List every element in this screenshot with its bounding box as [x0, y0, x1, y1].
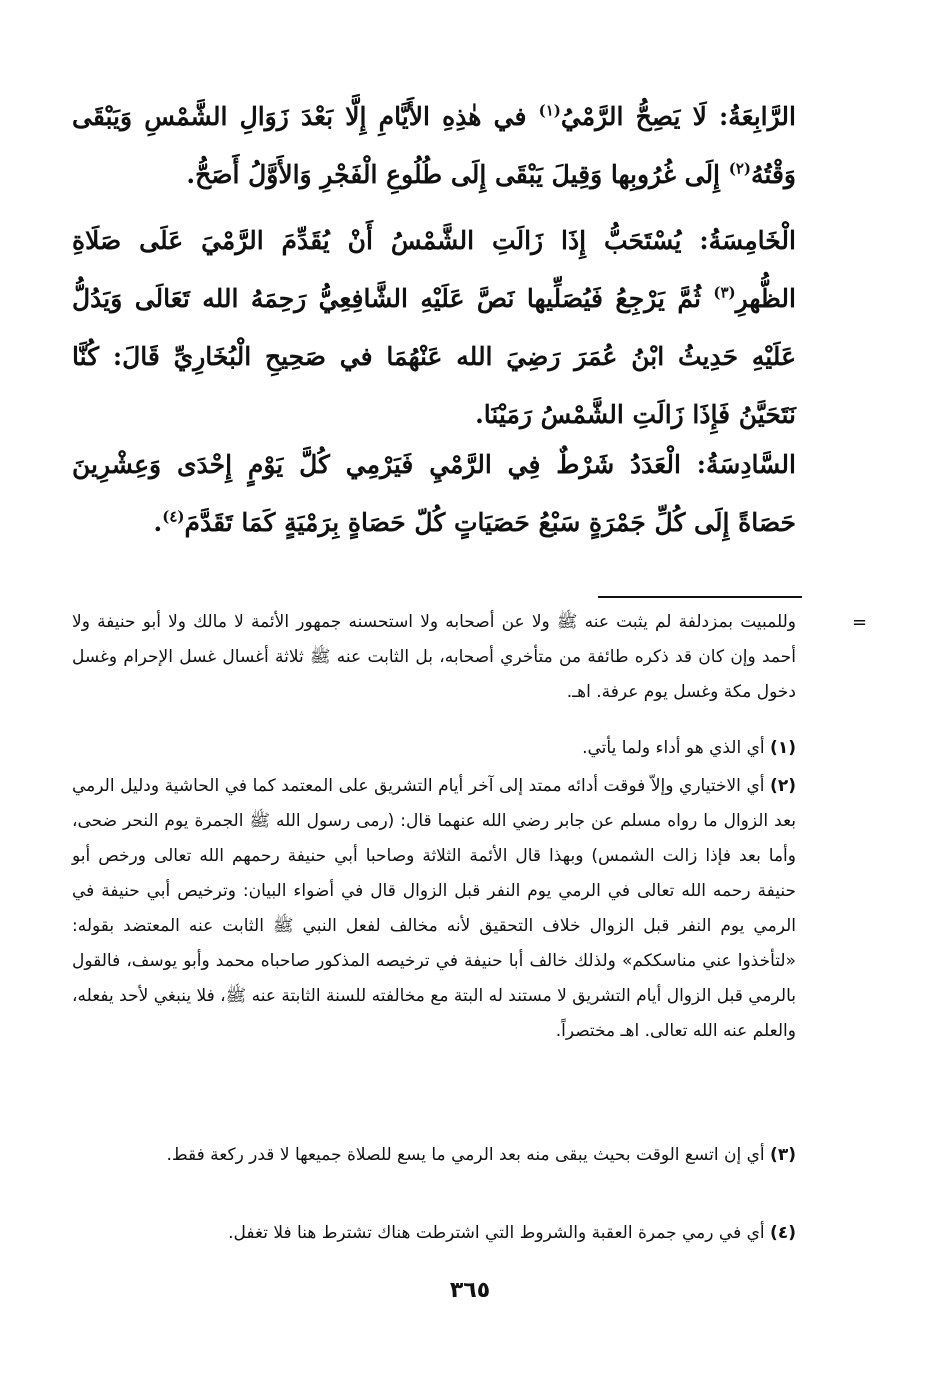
footnote-text: أي في رمي جمرة العقبة والشروط التي اشترطت هناك تشترط هنا فلا تغفل. [228, 1223, 765, 1243]
footnote-3 [72, 1138, 796, 1173]
footnote-divider [598, 596, 802, 598]
paragraph-lead: السَّادِسَةُ: [696, 450, 796, 479]
paragraph-lead: الْخَامِسَةُ: [699, 226, 796, 255]
footnote-continuation [72, 605, 796, 710]
footnote-number: (٤) [770, 1223, 796, 1243]
footnote-ref[interactable]: (٣) [713, 283, 736, 302]
paragraph-lead: الرَّابِعَةُ: [719, 102, 796, 131]
paragraph-fourth [72, 88, 796, 204]
footnote-text: أي الاختياري وإلاّ فوقت أدائه ممتد إلى آخر أيام التشريق على المعتمد كما في الحاشية ودليل الرمي بعد الزوال ما رواه مسلم عن جابر رضي الله عنهما قال: (رمى رسول الله ﷺ الجمرة يوم النحر ضحى، وأما بعد فإذا زالت الشمس) وبهذا قال الأئمة الثلاثة وصاحبا أبي حنيفة رحمهم الله تعالى ورخص أبو حنيفة رحمه الله تعالى في الرمي يوم النفر قبل الزوال قال في أضواء البيان: وترخيص أبي حنيفة في الرمي يوم النفر قبل الزوال خلاف التحقيق لأنه مخالف لفعل النبي ﷺ الثابت عنه المعتضد بقوله: «لتأخذوا عني مناسككم» ولذلك خالف أبا حنيفة في ترخيصه المذكور صاحباه محمد وأبو يوسف، فالقول بالرمي قبل الزوال أيام التشريق لا مستند له البتة مع مخالفته للسنة الثابتة عنه ﷺ، فلا ينبغي لأحد يفعله، والعلم عنه الله تعالى. اهـ مختصراً. [72, 776, 796, 1041]
paragraph-text: ثُمَّ يَرْجِعُ فَيُصَلِّيها نَصَّ عَلَيْهِ الشَّافِعِيُّ رَحِمَهُ الله تَعَالَى وَيَدُلُّ عَلَيْهِ حَدِيثُ ابْنُ عُمَرَ رَضِيَ الله عَنْهُمَا في صَحِيحِ الْبُخَارِيِّ قَالَ: كُنَّا نَتَحَيَّنُ فَإِذَا زَالَتِ الشَّمْسُ رَمَيْنَا. [72, 284, 796, 429]
footnote-ref[interactable]: (٤) [162, 507, 185, 526]
paragraph-text: لَا يَصِحُّ الرَّمْيُ [560, 102, 707, 131]
footnote-number: (٢) [770, 776, 796, 796]
paragraph-text: في هٰذِهِ الأَيَّامِ إِلَّا بَعْدَ زَوَالِ الشَّمْسِ وَيَبْقَى وَقْتُهُ [72, 102, 796, 189]
page-number: ٣٦٥ [449, 1278, 491, 1303]
paragraph-text: إِلَى غُرُوبِها وَقِيلَ يَبْقَى إِلَى طُلُوعِ الْفَجْرِ وَالأَوَّلُ أَصَحُّ. [186, 160, 721, 189]
continuation-mark: = [852, 612, 868, 633]
footnote-ref[interactable]: (١) [538, 101, 561, 120]
footnote-4 [72, 1216, 796, 1251]
footnote-ref[interactable]: (٢) [728, 159, 752, 178]
footnote-2 [72, 769, 796, 1049]
paragraph-text: يُسْتَحَبُّ إِذَا زَالَتِ الشَّمْسُ أَنْ يُقَدِّمَ الرَّمْيَ عَلَى صَلَاةِ الظُّهرِ [72, 226, 796, 313]
footnote-number: (١) [770, 738, 796, 758]
footnote-text: أي إن اتسع الوقت بحيث يبقى منه بعد الرمي ما يسع للصلاة جميعها لا قدر ركعة فقط. [166, 1145, 765, 1165]
paragraph-fifth [72, 212, 796, 444]
footnote-text: وللمبيت بمزدلفة لم يثبت عنه ﷺ ولا عن أصحابه ولا استحسنه جمهور الأئمة لا مالك ولا أبو حنيفة ولا أحمد وإن كان قد ذكره طائفة من متأخري أصحابه، بل الثابت عنه ﷺ ثلاثة أغسال غسل الإحرام وغسل دخول مكة وغسل يوم عرفة. اهـ. [72, 612, 796, 702]
paragraph-text: الْعَدَدُ شَرْطٌ فِي الرَّمْيِ فَيَرْمِي كُلَّ يَوْمٍ إِحْدَى وَعِشْرِينَ حَصَاةً إِلَى كُلِّ جَمْرَةٍ سَبْعُ حَصَيَاتٍ كُلّ حَصَاةٍ بِرَمْيَةٍ كَمَا تَقَدَّمَ [72, 450, 796, 537]
footnote-text: أي الذي هو أداء ولما يأتي. [582, 738, 765, 758]
paragraph-sixth [72, 436, 796, 552]
footnote-number: (٣) [770, 1145, 796, 1165]
paragraph-text: . [153, 508, 163, 537]
footnote-1 [72, 731, 796, 766]
